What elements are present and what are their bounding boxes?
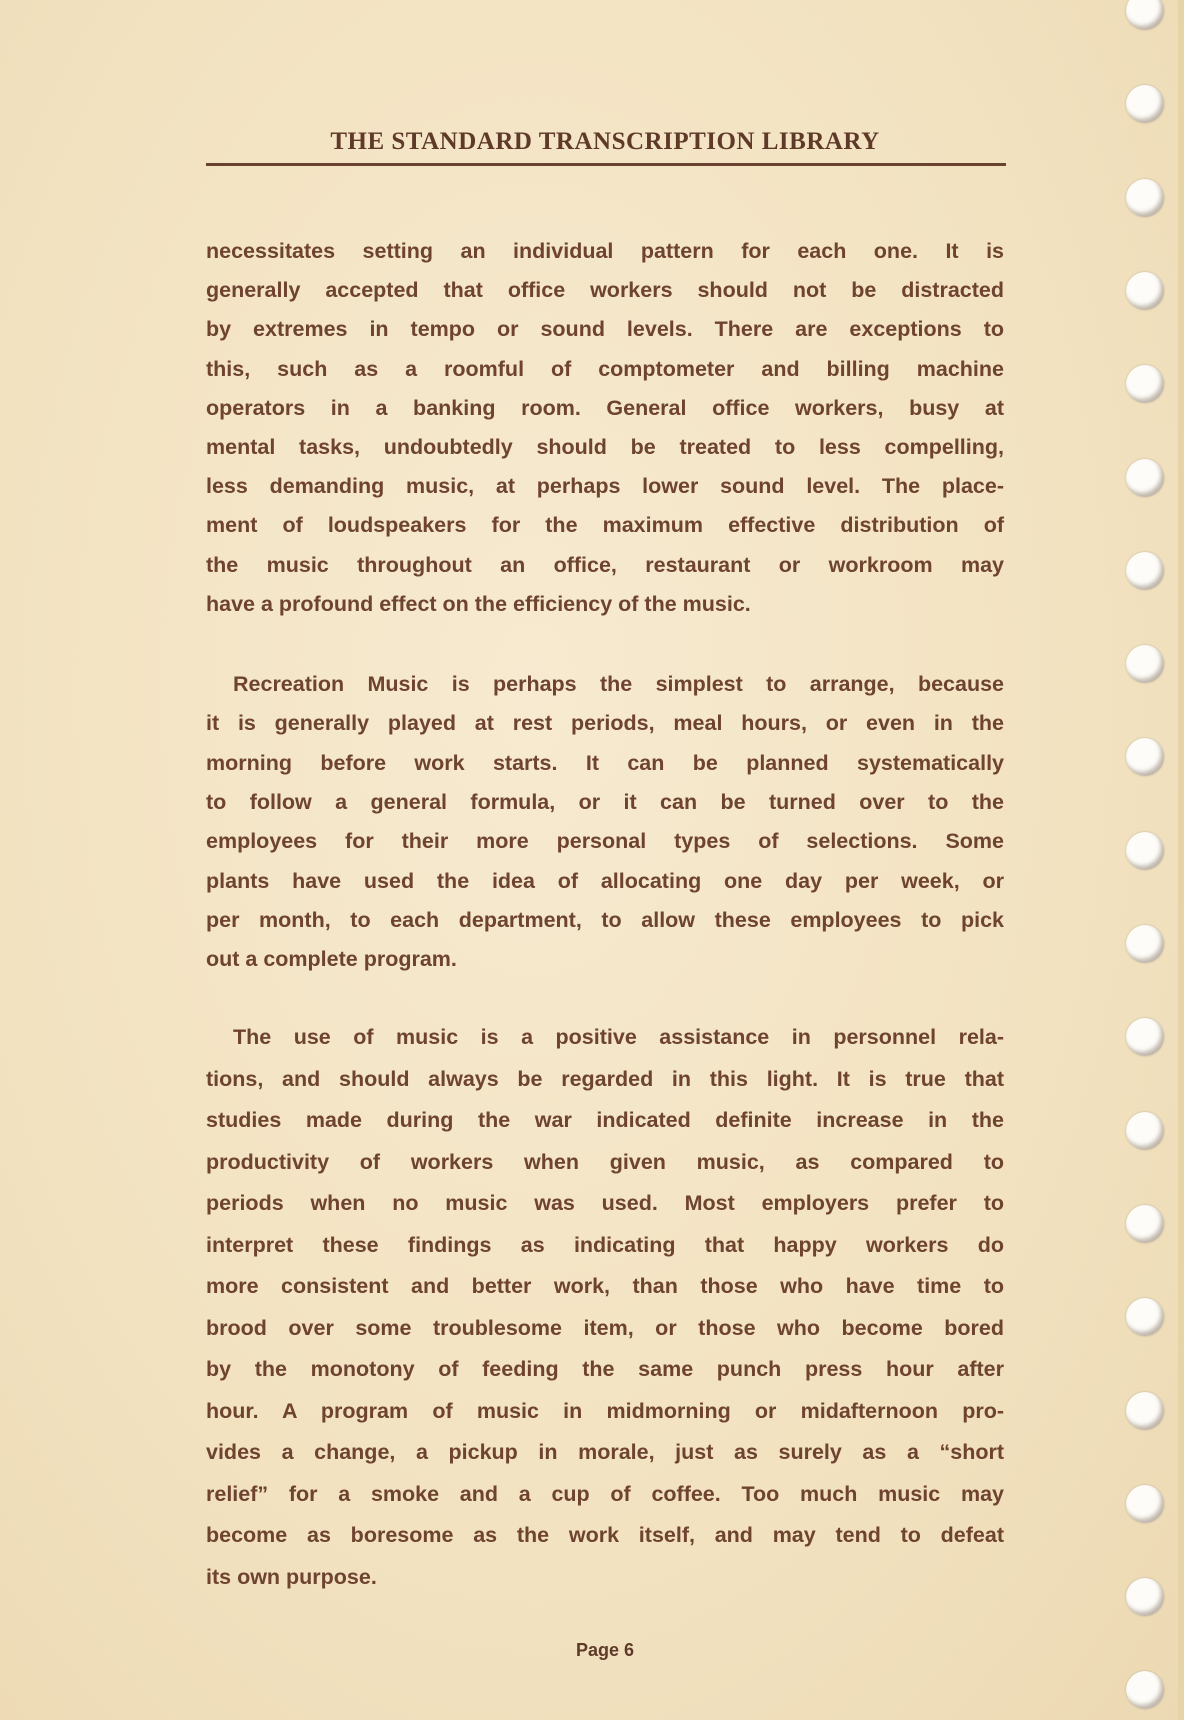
binder-hole xyxy=(1126,1205,1164,1243)
binder-hole xyxy=(1126,1018,1164,1056)
binder-hole xyxy=(1126,1392,1164,1430)
binder-hole xyxy=(1126,645,1164,683)
text-line: its own purpose. xyxy=(206,1564,377,1589)
text-line: employees for their more personal types of selections. Some xyxy=(206,829,1004,854)
page-edge xyxy=(1178,0,1184,1720)
text-line: out a complete program. xyxy=(206,947,457,972)
text-line: vides a change, a pickup in morale, just as surely as a “short xyxy=(206,1440,1004,1464)
binder-hole xyxy=(1126,832,1164,870)
text-line: brood over some troublesome item, or those who become bored xyxy=(206,1315,1004,1340)
text-line: per month, to each department, to allow these employees to pick xyxy=(206,907,1004,932)
text-line: the music throughout an office, restaurant or workroom may xyxy=(206,552,1004,577)
binder-hole xyxy=(1126,1485,1164,1523)
page-header: THE STANDARD TRANSCRIPTION LIBRARY xyxy=(330,128,880,155)
text-line: more consistent and better work, than those who have time to xyxy=(206,1274,1004,1298)
text-line: periods when no music was used. Most employers prefer to xyxy=(206,1191,1004,1215)
binder-hole xyxy=(1126,272,1164,310)
text-line: plants have used the idea of allocating one day per week, or xyxy=(206,868,1004,893)
binder-hole xyxy=(1126,1298,1164,1336)
text-line: generally accepted that office workers should not be distracted xyxy=(206,278,1004,303)
text-line: The use of music is a positive assistance in personnel rela- xyxy=(233,1025,1004,1049)
header-rule xyxy=(206,163,1006,166)
binder-hole xyxy=(1126,1578,1164,1616)
text-line: studies made during the war indicated definite increase in the xyxy=(206,1108,1004,1132)
text-line: mental tasks, undoubtedly should be treated to less compelling, xyxy=(206,435,1004,459)
binder-hole xyxy=(1126,365,1164,403)
binder-hole xyxy=(1126,0,1164,30)
binder-hole xyxy=(1126,925,1164,963)
text-line: hour. A program of music in midmorning or midafternoon pro- xyxy=(206,1398,1004,1423)
text-line: operators in a banking room. General office workers, busy at xyxy=(206,395,1004,420)
text-line: to follow a general formula, or it can be turned over to the xyxy=(206,789,1004,814)
binder-hole xyxy=(1126,552,1164,590)
text-line: productivity of workers when given music, as compared to xyxy=(206,1149,1004,1174)
text-line: less demanding music, at perhaps lower sound level. The place- xyxy=(206,474,1004,499)
text-line: necessitates setting an individual pattern for each one. It is xyxy=(206,239,1004,263)
text-line: morning before work starts. It can be planned systematically xyxy=(206,750,1004,775)
text-line: tions, and should always be regarded in this light. It is true that xyxy=(206,1066,1004,1091)
text-line: ment of loudspeakers for the maximum effective distribution of xyxy=(206,513,1004,538)
text-line: by extremes in tempo or sound levels. There are exceptions to xyxy=(206,317,1004,342)
binder-hole xyxy=(1126,85,1164,123)
binder-hole xyxy=(1126,179,1164,217)
binder-hole xyxy=(1126,1112,1164,1150)
page-number: Page 6 xyxy=(575,1640,635,1660)
binder-hole xyxy=(1126,738,1164,776)
text-line: become as boresome as the work itself, and may tend to defeat xyxy=(206,1523,1004,1547)
text-line: Recreation Music is perhaps the simplest to arrange, because xyxy=(233,672,1004,696)
binder-hole xyxy=(1126,459,1164,497)
text-line: by the monotony of feeding the same punch press hour after xyxy=(206,1357,1004,1381)
binder-hole xyxy=(1126,1671,1164,1709)
text-line: relief” for a smoke and a cup of coffee. Too much music may xyxy=(206,1481,1004,1506)
text-line: this, such as a roomful of comptometer and billing machine xyxy=(206,356,1004,381)
text-line: it is generally played at rest periods, meal hours, or even in the xyxy=(206,711,1004,736)
text-line: have a profound effect on the efficiency of the music. xyxy=(206,591,751,616)
text-line: interpret these findings as indicating that happy workers do xyxy=(206,1232,1004,1257)
